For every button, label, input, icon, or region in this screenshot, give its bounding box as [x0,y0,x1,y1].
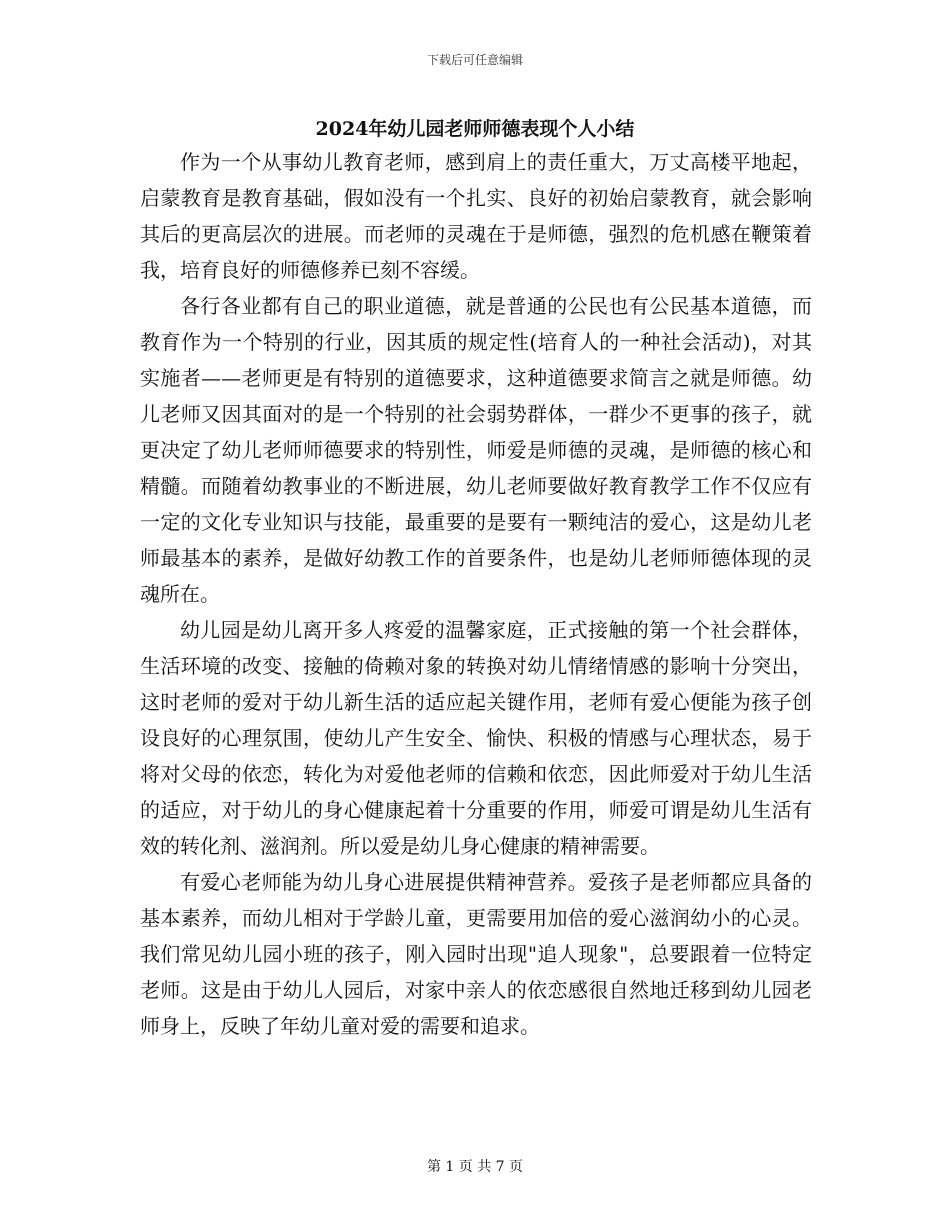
paragraph-1: 作为一个从事幼儿教育老师，感到肩上的责任重大，万丈高楼平地起，启蒙教育是教育基础，假如没有一个扎实、良好的初始启蒙教育，就会影响其后的更高层次的进展。而老师的灵魂在于是师德，强烈的危机感在鞭策着我，培育良好的师德修养已刻不容缓。 [140,150,812,282]
paragraph-4: 有爱心老师能为幼儿身心进展提供精神营养。爱孩子是老师都应具备的基本素养，而幼儿相对于学龄儿童，更需要用加倍的爱心滋润幼小的心灵。我们常见幼儿园小班的孩子，刚入园时出现"追人现象"，总要跟着一位特定老师。这是由于幼儿人园后，对家中亲人的依恋感很自然地迁移到幼儿园老师身上，反映了年幼儿童对爱的需要和追求。 [140,870,812,1038]
paragraph-2: 各行各业都有自己的职业道德，就是普通的公民也有公民基本道德，而教育作为一个特别的行业，因其质的规定性(培育人的一种社会活动)，对其实施者——老师更是有特别的道德要求，这种道德要求简言之就是师德。幼儿老师又因其面对的是一个特别的社会弱势群体，一群少不更事的孩子，就更决定了幼儿老师师德要求的特别性，师爱是师德的灵魂，是师德的核心和精髓。而随着幼教事业的不断进展，幼儿老师要做好教育教学工作不仅应有一定的文化专业知识与技能，最重要的是要有一颗纯洁的爱心，这是幼儿老师最基本的素养，是做好幼教工作的首要条件，也是幼儿老师师德体现的灵魂所在。 [140,294,812,606]
page-header-note: 下载后可任意编辑 [426,53,523,67]
page-number: 第 1 页 共 7 页 [426,1159,524,1175]
document-body [140,144,812,1044]
document-title: 2024年幼儿园老师师德表现个人小结 [315,118,635,140]
paragraph-3: 幼儿园是幼儿离开多人疼爱的温馨家庭，正式接触的第一个社会群体，生活环境的改变、接触的倚赖对象的转换对幼儿情绪情感的影响十分突出，这时老师的爱对于幼儿新生活的适应起关键作用，老师有爱心便能为孩子创设良好的心理氛围，使幼儿产生安全、愉快、积极的情感与心理状态，易于将对父母的依恋，转化为对爱他老师的信赖和依恋，因此师爱对于幼儿生活的适应，对于幼儿的身心健康起着十分重要的作用，师爱可谓是幼儿生活有效的转化剂、滋润剂。所以爱是幼儿身心健康的精神需要。 [140,618,812,858]
